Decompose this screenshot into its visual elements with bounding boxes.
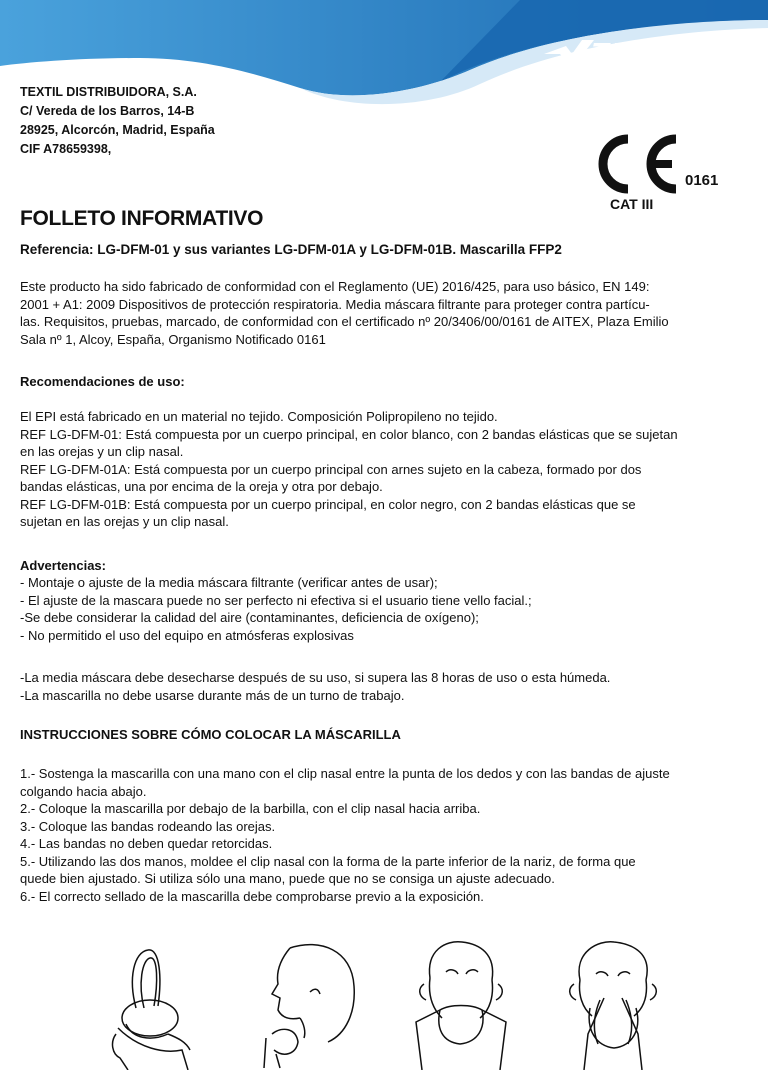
company-line: 28925, Alcorcón, Madrid, España <box>20 123 215 137</box>
text-line: las. Requisitos, pruebas, marcado, de conformidad con el certificado nº 20/3406/00/0161 de AITEX, Plaza Emilio <box>20 314 669 329</box>
text-line: en las orejas y un clip nasal. <box>20 444 184 459</box>
text-line: colgando hacia abajo. <box>20 783 147 799</box>
warnings-heading: Advertencias: <box>20 558 106 573</box>
ce-notified-body-number: 0161 <box>685 172 719 189</box>
company-line: TEXTIL DISTRIBUIDORA, S.A. <box>20 85 197 99</box>
step-3-ears-illustration <box>406 938 516 1070</box>
company-line: CIF A78659398, <box>20 142 112 156</box>
document-subtitle: Referencia: LG-DFM-01 y sus variantes LG-DFM-01A y LG-DFM-01B. Mascarilla FFP2 <box>20 242 562 257</box>
text-line: 4.- Las bandas no deben quedar retorcidas. <box>20 836 273 851</box>
text-line: Sala nº 1, Alcoy, España, Organismo Notificado 0161 <box>20 331 326 347</box>
text-line: REF LG-DFM-01B: Está compuesta por un cuerpo principal, en color negro, con 2 bandas elásticas que se <box>20 496 636 512</box>
step-1-hand-illustration <box>98 938 218 1070</box>
intro-paragraph <box>20 278 742 348</box>
text-line: 2.- Coloque la mascarilla por debajo de la barbilla, con el clip nasal hacia arriba. <box>20 801 481 816</box>
text-line: sujetan en las orejas y un clip nasal. <box>20 514 229 529</box>
text-line: -Se debe considerar la calidad del aire (contaminantes, deficiencia de oxígeno); <box>20 610 479 625</box>
company-address <box>20 83 215 159</box>
document-title: FOLLETO INFORMATIVO <box>20 207 264 230</box>
text-line: - Montaje o ajuste de la media máscara filtrante (verificar antes de usar); <box>20 575 438 590</box>
warnings-list <box>20 574 742 644</box>
text-line: quede bien ajustado. Si utiliza sólo una mano, puede que no se consiga un ajuste adecuado. <box>20 871 555 886</box>
step-4-mold-illustration <box>558 938 668 1070</box>
text-line: -La media máscara debe desecharse después de su uso, si supera las 8 horas de uso o esta húmeda. <box>20 670 611 685</box>
text-line: Este producto ha sido fabricado de conformidad con el Reglamento (UE) 2016/425, para uso básico, EN 149: <box>20 279 650 294</box>
text-line: - No permitido el uso del equipo en atmósferas explosivas <box>20 627 354 643</box>
text-line: 1.- Sostenga la mascarilla con una mano con el clip nasal entre la punta de los dedos y con las bandas de ajuste <box>20 766 670 781</box>
text-line: El EPI está fabricado en un material no tejido. Composición Polipropileno no tejido. <box>20 409 498 424</box>
step-2-chin-illustration <box>260 938 360 1070</box>
instructions-list <box>20 765 742 905</box>
text-line: - El ajuste de la mascara puede no ser perfecto ni efectiva si el usuario tiene vello facial.; <box>20 592 532 608</box>
company-line: C/ Vereda de los Barros, 14-B <box>20 104 195 118</box>
recommendations-heading: Recomendaciones de uso: <box>20 374 185 389</box>
text-line: REF LG-DFM-01: Está compuesta por un cuerpo principal, en color blanco, con 2 bandas elásticas que se sujetan <box>20 426 678 442</box>
text-line: bandas elásticas, una por encima de la oreja y otra por debajo. <box>20 479 383 494</box>
text-line: 5.- Utilizando las dos manos, moldee el clip nasal con la forma de la parte inferior de la nariz, de forma que <box>20 853 636 869</box>
ce-category: CAT III <box>610 196 654 212</box>
text-line: 2001 + A1: 2009 Dispositivos de protección respiratoria. Media máscara filtrante para proteger contra partícu- <box>20 296 650 312</box>
brand-name: TEDISA <box>592 38 706 67</box>
text-line: -La mascarilla no debe usarse durante más de un turno de trabajo. <box>20 687 405 703</box>
ce-mark-icon <box>594 133 684 195</box>
warnings-extra <box>20 669 742 704</box>
text-line: 3.- Coloque las bandas rodeando las orejas. <box>20 818 276 834</box>
instructions-heading: INSTRUCCIONES SOBRE CÓMO COLOCAR LA MÁSCARILLA <box>20 727 401 742</box>
text-line: REF LG-DFM-01A: Está compuesta por un cuerpo principal con arnes sujeto en la cabeza, formado por dos <box>20 461 642 477</box>
text-line: 6.- El correcto sellado de la mascarilla debe comprobarse previo a la exposición. <box>20 888 484 904</box>
recommendations-list <box>20 408 742 531</box>
